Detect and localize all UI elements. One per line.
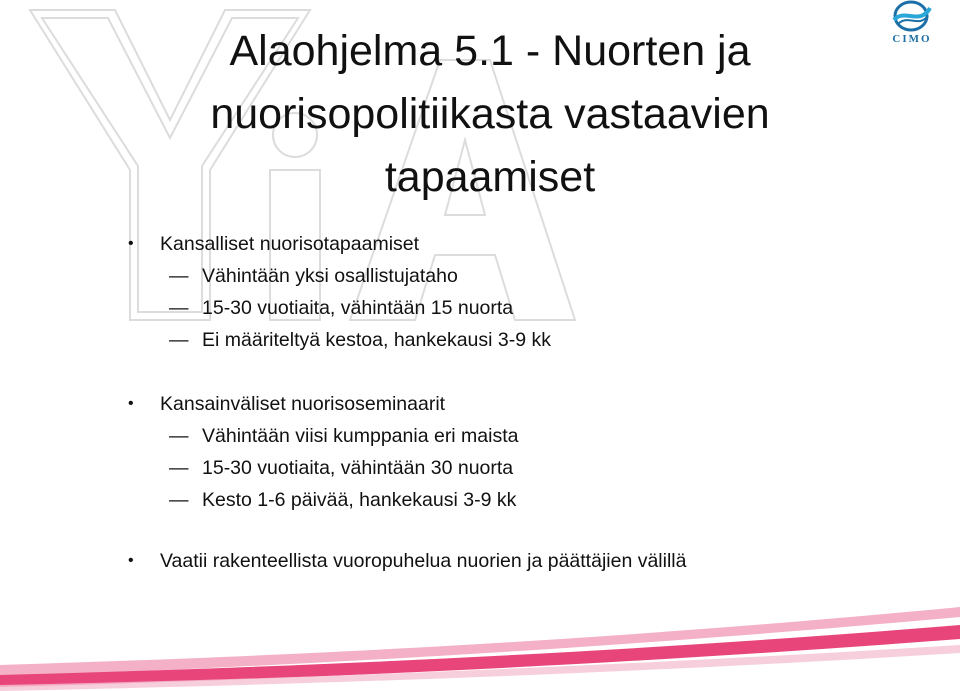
dash-icon: — [169, 425, 189, 447]
bullet-item [128, 549, 687, 573]
sub-bullet-item [169, 456, 514, 480]
sub-bullet-item [169, 488, 517, 512]
title-line: nuorisopolitiikasta vastaavien [210, 90, 770, 138]
sub-bullet-text: Vähintään viisi kumppania eri maista [202, 425, 519, 447]
dash-icon: — [169, 457, 189, 479]
sub-bullet-text: Kesto 1-6 päivää, hankekausi 3-9 kk [202, 489, 517, 511]
logo-text: CIMO [892, 33, 932, 45]
dash-icon: — [169, 297, 189, 319]
dash-icon: — [169, 489, 189, 511]
bullet-icon: • [128, 395, 134, 412]
bullet-item [128, 232, 420, 256]
sub-bullet-item [169, 328, 552, 352]
decorative-swoosh [0, 595, 960, 691]
sub-bullet-item [169, 264, 458, 288]
bullet-icon: • [128, 552, 134, 569]
bullet-icon: • [128, 235, 134, 252]
dash-icon: — [169, 329, 189, 351]
title-line: Alaohjelma 5.1 - Nuorten ja [229, 27, 751, 75]
sub-bullet-item [169, 296, 514, 320]
sub-bullet-text: 15-30 vuotiaita, vähintään 30 nuorta [202, 457, 514, 479]
sub-bullet-text: Ei määriteltyä kestoa, hankekausi 3-9 kk [202, 329, 552, 351]
bullet-text: Kansalliset nuorisotapaamiset [160, 233, 420, 255]
sub-bullet-text: Vähintään yksi osallistujataho [202, 265, 458, 287]
title-line: tapaamiset [384, 153, 596, 201]
sub-bullet-text: 15-30 vuotiaita, vähintään 15 nuorta [202, 297, 514, 319]
bullet-item [128, 392, 446, 416]
bullet-text: Kansainväliset nuorisoseminaarit [160, 393, 446, 415]
dash-icon: — [169, 265, 189, 287]
sub-bullet-item [169, 424, 519, 448]
bullet-text: Vaatii rakenteellista vuoropuhelua nuorien ja päättäjien välillä [160, 550, 687, 572]
